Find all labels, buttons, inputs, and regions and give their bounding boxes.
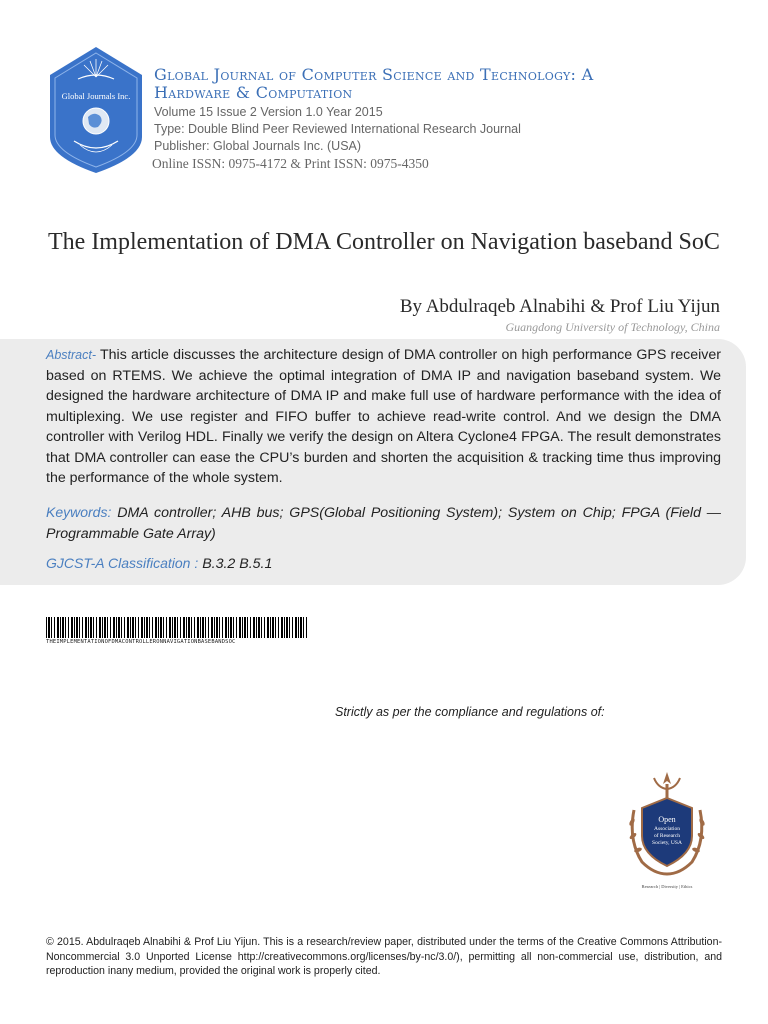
classification-label: GJCST-A Classification : [46,555,199,571]
abstract-label: Abstract- [46,348,97,362]
classification-value: B.3.2 B.5.1 [202,556,273,572]
oars-seal [620,770,715,895]
copyright-notice: © 2015. Abdulraqeb Alnabihi & Prof Liu Yijun. This is a research/review paper, distributed under the terms of the Creative Commons Attribution-Noncommercial 3.0 Unported License http://creativecommons.org/licenses/by-nc/3.0/), permitting all non-commercial use, distribution, and reproduction inany medium, provided the original work is properly cited. [46,936,722,977]
keywords-label: Keywords: [46,504,112,520]
svg-text:of Research: of Research [653,833,681,839]
journal-title-line2: Hardware & Computation [154,83,353,102]
classification [46,555,272,572]
paper-title: The Implementation of DMA Controller on Navigation baseband SoC [48,229,720,255]
svg-text:Global Journals Inc.: Global Journals Inc. [61,91,131,101]
paper-affiliation: Guangdong University of Technology, China [505,320,720,334]
barcode [46,617,308,647]
journal-publisher: Publisher: Global Journals Inc. (USA) [154,139,362,153]
svg-text:Research | Diversity | Ethics: Research | Diversity | Ethics [641,884,693,889]
svg-text:Open: Open [658,815,676,824]
barcode-bars [46,617,308,638]
journal-type: Type: Double Blind Peer Reviewed International Research Journal [154,122,521,136]
keywords-text: DMA controller; AHB bus; GPS(Global Positioning System); System on Chip; FPGA (Field —Programmable Gate Array) [46,505,721,542]
abstract-text: This article discusses the architecture design of DMA controller on high performance GPS receiver based on RTEMS. We achieve the optimal integration of DMA IP and navigation baseband system. We designed the hardware architecture of DMA IP and make full use of hardware performance with the idea of multiplexing. We use register and FIFO buffer to achieve read-write control. And we design the DMA controller with Verilog HDL. Finally we verify the design on Altera Cyclone4 FPGA. The result demonstrates that DMA controller can ease the CPU’s burden and shorten the acquisition & tracking time thus improving the performance of the whole system. [46,347,722,486]
journal-volume: Volume 15 Issue 2 Version 1.0 Year 2015 [154,105,383,119]
svg-text:Society, USA: Society, USA [652,840,682,846]
compliance-note: Strictly as per the compliance and regulations of: [335,705,605,719]
barcode-text: THEIMPLEMENTATIONOFDMACONTROLLERONNAVIGATIONBASEBANDSOC [46,639,236,645]
svg-text:Association: Association [654,826,680,832]
paper-authors: By Abdulraqeb Alnabihi & Prof Liu Yijun [399,296,720,317]
journal-issn: Online ISSN: 0975-4172 & Print ISSN: 0975-4350 [152,156,429,171]
abstract [46,345,721,489]
journal-title-line1: Global Journal of Computer Science and Technology: A [154,65,594,84]
keywords [46,502,721,544]
global-journals-logo [48,45,144,175]
journal-header [154,66,754,172]
